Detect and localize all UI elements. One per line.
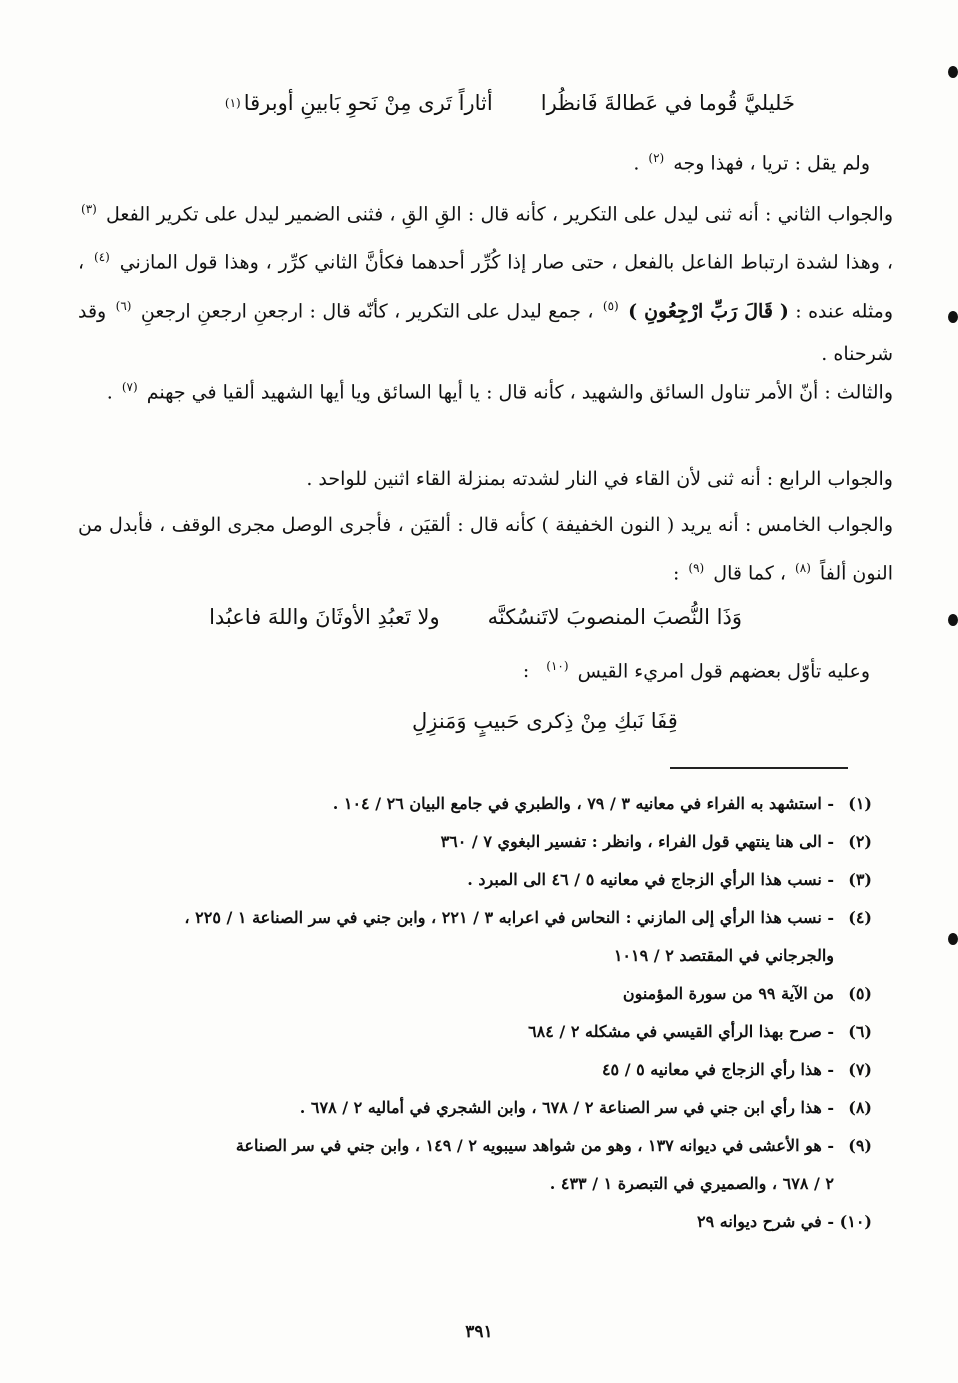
footnote-continuation: والجرجاني في المقتصد ٢ / ١٠١٩ — [613, 946, 834, 965]
quran-quote: ( قَالَ رَبِّ ارْجِعُونِ ) — [628, 299, 789, 322]
footnote-ref-8: (٨) — [795, 561, 811, 575]
footnote-text: - استشهد به الفراء في معانيه ٣ / ٧٩ ، والطبري في جامع البيان ٢٦ / ١٠٤ . — [332, 794, 834, 813]
binding-hole-mark — [948, 933, 958, 945]
footnote-number: (٦) — [848, 1022, 872, 1041]
verse-2 — [209, 602, 742, 632]
paragraph-fourth-answer — [78, 458, 893, 501]
verse-1 — [224, 88, 795, 118]
footnote-ref-1: (١) — [224, 96, 241, 110]
interpretation-end: : — [522, 660, 530, 683]
footnote-item — [150, 861, 872, 899]
second-answer-text: ، جمع ليدل على التكرير ، كأنّه قال : ارجعنِ ارجعنِ ارجعنِ — [140, 299, 594, 322]
footnote-ref-3: (٣) — [81, 202, 97, 216]
third-answer-text: والثالث : أنّ الأمر تناول السائق والشهيد ، كأنه قال : يا أيها السائق ويا أيها الشهيد ألقيا في جهنم — [146, 381, 893, 404]
footnote-item — [150, 899, 872, 937]
footnote-item — [150, 1127, 872, 1165]
not-said-end: . — [633, 152, 640, 175]
paragraph-fifth-answer — [78, 504, 893, 595]
footnotes — [150, 785, 872, 1241]
footnote-text: - هذا رأي ابن جني في سر الصناعة ٢ / ٦٧٨ ، وابن الشجري في أماليه ٢ / ٦٧٨ . — [299, 1098, 834, 1117]
paragraph-interpretation — [523, 651, 870, 686]
verse-1-first-hemistich: خَليليَّ قُوما في عَطالةَ فَانظُرا — [540, 91, 795, 115]
footnote-ref-7: (٧) — [121, 380, 138, 394]
footnote-number: (٩) — [848, 1136, 872, 1155]
page-number: ٣٩١ — [465, 1322, 493, 1342]
third-answer-end: . — [106, 381, 113, 404]
paragraph-not-said — [633, 143, 870, 178]
footnote-text: - نسب هذا الرأي إلى المازني : النحاس في اعرابه ٣ / ٢٢١ ، وابن جني في سر الصناعة ١ / ٢٢٥ ، — [184, 908, 834, 927]
footnote-number: (٧) — [848, 1060, 872, 1079]
footnote-text: من الآية ٩٩ من سورة المؤمنون — [622, 984, 834, 1003]
footnote-text: - هو الأعشى في ديوانه ١٣٧ ، وهو من شواهد سيبويه ٢ / ١٤٩ ، وابن جني في سر الصناعة — [235, 1136, 834, 1155]
footnote-item — [150, 975, 872, 1013]
footnote-text: - نسب هذا الرأي الزجاج في معانيه ٥ / ٤٦ الى المبرد . — [467, 870, 834, 889]
second-answer-text: ، وهذا لشدة ارتباط الفاعل بالفعل ، حتى صار إذا كُرِّر أحدهما فكأنَّ الثاني كرِّر ، وهذا قول المازني — [119, 251, 893, 274]
interpretation-text: وعليه تأوّل بعضهم قول امريء القيس — [577, 660, 870, 683]
fifth-answer-text: ، كما قال — [713, 562, 786, 585]
not-said-text: ولم يقل : تريا ، فهذا وجه — [673, 152, 870, 175]
footnote-item — [150, 1051, 872, 1089]
second-answer-text: وقد شرحناه . — [78, 299, 893, 365]
fourth-answer-text: والجواب الرابع : أنه ثنى لأن القاء في النار لشدته بمنزلة القاء اثنين للواحد . — [306, 468, 893, 490]
verse-3 — [412, 706, 678, 736]
footnote-item — [150, 785, 872, 823]
fifth-answer-text: والجواب الخامس : أنه يريد ( النون الخفيفة ) كأنه قال : ألقيَن ، فأجرى الوصل مجرى الوقف ، فأبدل من النون ألفاً — [78, 514, 893, 585]
footnote-item — [150, 1203, 872, 1241]
footnote-item — [150, 1089, 872, 1127]
footnote-separator — [670, 767, 848, 769]
binding-hole-mark — [948, 311, 958, 323]
footnote-item — [150, 1013, 872, 1051]
footnote-ref-9: (٩) — [688, 561, 705, 575]
footnote-text: - في شرح ديوانه ٢٩ — [697, 1212, 834, 1231]
verse-3-hemistich: قِفَا نَبكِ مِنْ ذِكرى حَبيبٍ وَمَنزِلِ — [412, 709, 678, 733]
paragraph-second-answer — [78, 188, 893, 376]
footnote-number: (٥) — [848, 984, 872, 1003]
footnote-continuation: ٢ / ٦٧٨ ، والصميري في التبصرة ١ / ٤٣٣ . — [549, 1174, 834, 1193]
second-answer-text: ، ومثله عنده : — [78, 251, 894, 322]
binding-hole-mark — [948, 614, 958, 626]
verse-2-second-hemistich: ولا تَعبُدِ الأوثَانَ واللهَ فاعبُدا — [209, 605, 440, 629]
footnote-ref-4: (٤) — [94, 250, 110, 265]
footnote-number: (٣) — [848, 870, 872, 889]
footnote-number: (١٠) — [839, 1212, 872, 1231]
footnote-ref-6: (٦) — [115, 298, 132, 313]
footnote-text: - الى هنا ينتهي قول الفراء ، وانظر : تفسير البغوي ٧ / ٣٦٠ — [440, 832, 834, 851]
binding-hole-mark — [948, 66, 958, 78]
second-answer-text: والجواب الثاني : أنه ثنى ليدل على التكرير ، كأنه قال : القِ القِ ، فثنى الضمير ليدل على تكرير الفعل — [106, 203, 894, 226]
footnote-number: (٤) — [848, 908, 872, 927]
fifth-answer-end: : — [672, 562, 680, 585]
footnote-ref-2: (٢) — [648, 151, 665, 165]
footnote-text: - صرح بهذا الرأي القيسي في مشكله ٢ / ٦٨٤ — [528, 1022, 834, 1041]
verse-2-first-hemistich: وَذَا النُّصبَ المنصوبَ لاتَنسُكنَّه — [487, 605, 742, 629]
paragraph-third-answer — [78, 366, 893, 414]
footnote-ref-5: (٥) — [602, 298, 619, 313]
verse-1-second-hemistich: أثاراً تَرى مِنْ نَحوِ بَابينِ أوبرقا — [243, 91, 493, 115]
footnote-number: (٢) — [848, 832, 872, 851]
footnote-item — [150, 823, 872, 861]
footnote-number: (٨) — [848, 1098, 872, 1117]
footnote-number: (١) — [848, 794, 872, 813]
footnote-ref-10: (١٠) — [546, 659, 569, 673]
footnote-text: - هذا رأي الزجاج في معانيه ٥ / ٤٥ — [601, 1060, 834, 1079]
